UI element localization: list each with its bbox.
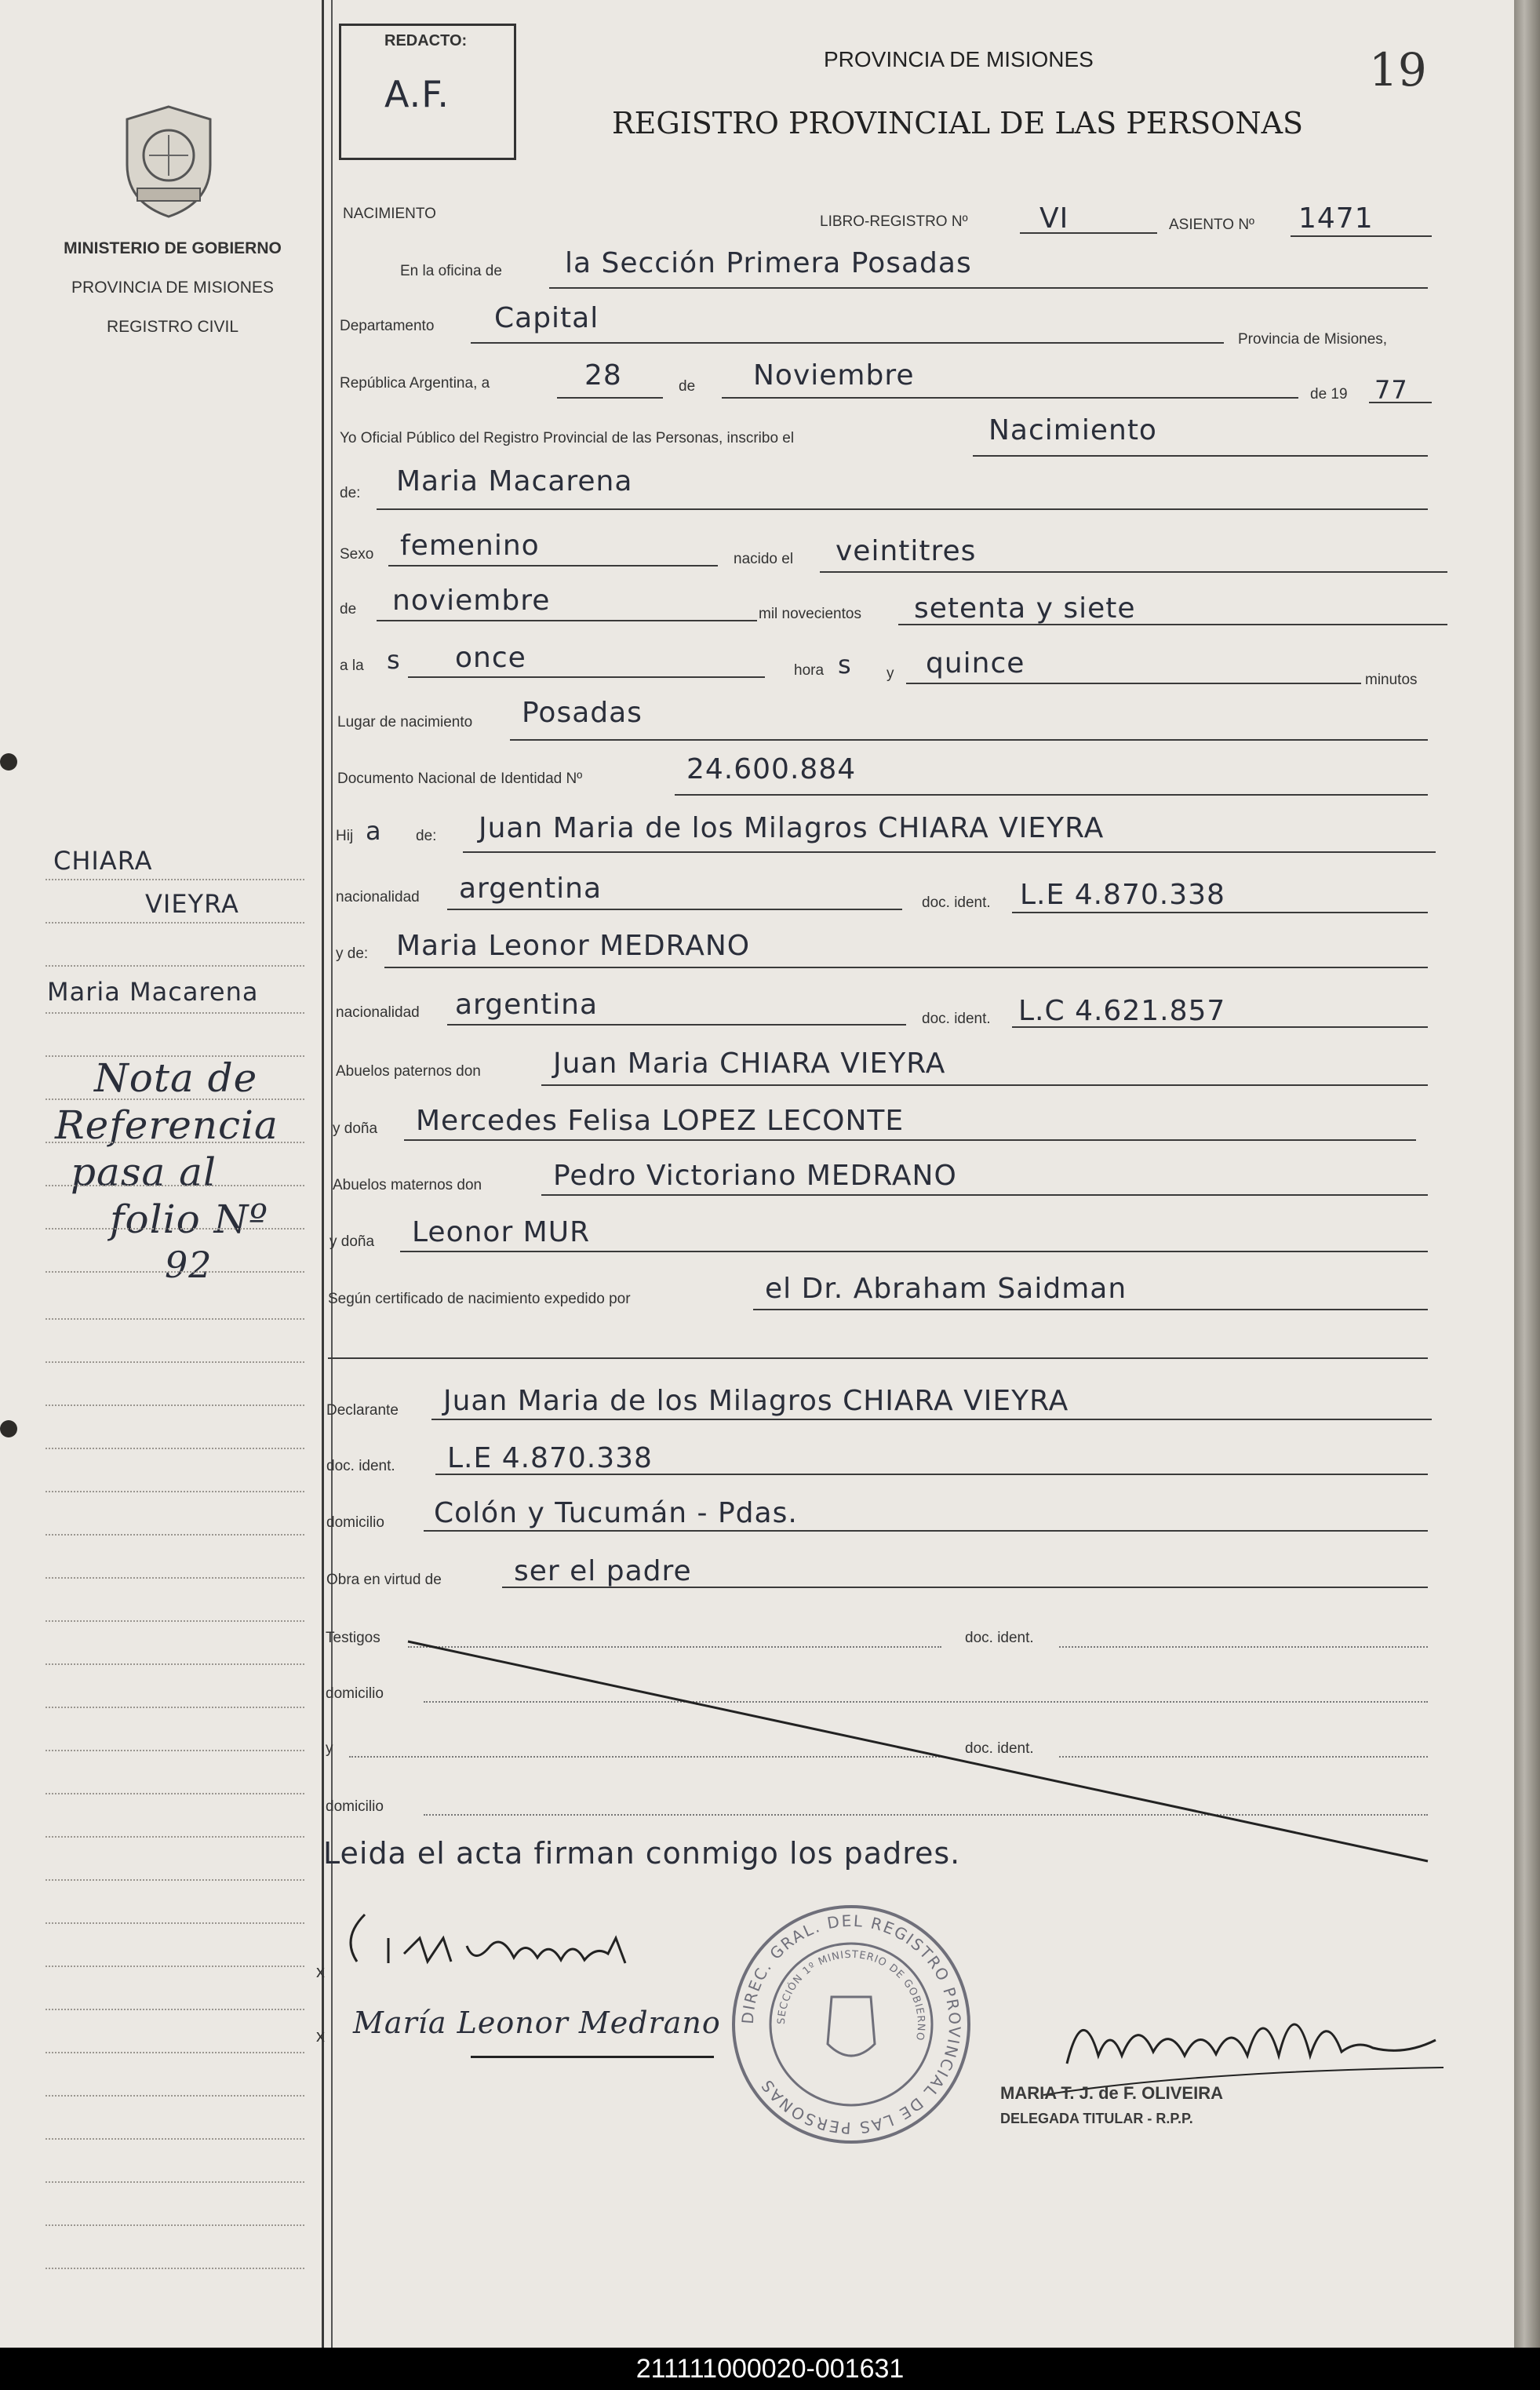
margin-note-line5: 92	[165, 1244, 213, 1286]
abuelos-mat-label: Abuelos maternos don	[333, 1177, 482, 1193]
sexo-value: femenino	[400, 530, 540, 562]
stamp-text: DIREC. GRAL. DEL REGISTRO PROVINCIAL DE LAS PERSONAS	[737, 1911, 965, 2138]
folio-number: 19	[1369, 43, 1427, 97]
hour-value: once	[455, 642, 526, 674]
record-type-label: NACIMIENTO	[343, 206, 436, 222]
nac2-value: argentina	[455, 989, 599, 1021]
declarante-label: Declarante	[326, 1402, 399, 1419]
docident2-value: L.C 4.621.857	[1018, 995, 1226, 1027]
horas-suffix: s	[838, 650, 852, 679]
ministry-line2: PROVINCIA DE MISIONES	[71, 279, 274, 297]
libro-label: LIBRO-REGISTRO Nº	[820, 213, 968, 230]
province-title: PROVINCIA DE MISIONES	[824, 47, 1094, 71]
registry-title: REGISTRO PROVINCIAL DE LAS PERSONAS	[612, 106, 1304, 140]
margin-note-line3: pasa al	[71, 1149, 217, 1195]
archive-code: 211111000020-001631	[0, 2348, 1540, 2390]
minutos-label: minutos	[1365, 672, 1418, 688]
provincia-suffix: Provincia de Misiones,	[1238, 331, 1388, 348]
redacto-value: A.F.	[384, 73, 450, 115]
svg-text:DIREC. GRAL. DEL REGISTRO PROV	[738, 1911, 965, 2137]
ydona2-label: y doña	[329, 1233, 375, 1250]
declarante-value: Juan Maria de los Milagros CHIARA VIEYRA	[443, 1385, 1069, 1417]
republica-label: República Argentina, a	[340, 375, 490, 392]
redacto-label: REDACTO:	[384, 32, 468, 49]
margin-given-names: Maria Macarena	[47, 977, 259, 1007]
hijo-de-label: de:	[416, 828, 437, 844]
y2-label: y	[326, 1740, 333, 1757]
abuela-pat-value: Mercedes Felisa LOPEZ LECONTE	[416, 1105, 905, 1137]
testigos-label: Testigos	[326, 1630, 380, 1646]
domicilio-label: domicilio	[326, 1514, 384, 1531]
domicilio2-label: domicilio	[326, 1685, 384, 1702]
abuelo-mat-value: Pedro Victoriano MEDRANO	[553, 1160, 957, 1192]
margin-surname2: VIEYRA	[145, 889, 239, 919]
sign-mark-2: x	[316, 2026, 325, 2046]
oficina-label: En la oficina de	[400, 263, 502, 279]
year-label: de 19	[1310, 386, 1348, 403]
abuelo-pat-value: Juan Maria CHIARA VIEYRA	[553, 1047, 946, 1080]
docident5-label: doc. ident.	[965, 1740, 1034, 1757]
abuela-mat-value: Leonor MUR	[412, 1216, 591, 1248]
oficina-value: la Sección Primera Posadas	[565, 247, 972, 279]
abuelos-pat-label: Abuelos paternos don	[336, 1063, 481, 1080]
docident1-value: L.E 4.870.338	[1020, 879, 1225, 911]
page-edge	[1514, 0, 1540, 2348]
father-signature	[333, 1891, 710, 1985]
official-title: DELEGADA TITULAR - R.P.P.	[1000, 2111, 1193, 2126]
nac1-value: argentina	[459, 873, 603, 905]
docident4-label: doc. ident.	[965, 1630, 1034, 1646]
de2-label: de:	[340, 485, 361, 501]
minutes-value: quince	[926, 647, 1025, 679]
docident3-label: doc. ident.	[326, 1458, 395, 1474]
birth-month-value: noviembre	[392, 585, 551, 617]
departamento-label: Departamento	[340, 318, 435, 334]
margin-note-line4: folio Nº	[110, 1197, 268, 1242]
lugar-value: Posadas	[522, 697, 643, 729]
father-value: Juan Maria de los Milagros CHIARA VIEYRA	[479, 812, 1105, 844]
mother-signature: María Leonor Medrano	[353, 2006, 721, 2040]
nacido-label: nacido el	[734, 551, 794, 567]
lugar-label: Lugar de nacimiento	[337, 714, 473, 730]
alas-suffix: s	[387, 645, 401, 675]
ydona1-label: y doña	[333, 1120, 378, 1137]
docident1-label: doc. ident.	[922, 894, 991, 911]
margin-surname1: CHIARA	[53, 846, 153, 876]
ministry-line3: REGISTRO CIVIL	[106, 318, 239, 336]
asiento-label: ASIENTO Nº	[1169, 217, 1254, 233]
dni-label: Documento Nacional de Identidad Nº	[337, 771, 583, 787]
certificado-label: Según certificado de nacimiento expedido por	[328, 1291, 631, 1307]
docident2-label: doc. ident.	[922, 1011, 991, 1027]
yde-label: y de:	[336, 945, 369, 962]
margin-note-line2: Referencia	[55, 1102, 279, 1148]
dni-value: 24.600.884	[686, 753, 857, 785]
margin-note-line1: Nota de	[94, 1055, 258, 1101]
domicilio3-label: domicilio	[326, 1798, 384, 1815]
sign-mark-1: x	[316, 1962, 325, 1981]
oficial-label: Yo Oficial Público del Registro Provincial de las Personas, inscribo el	[340, 430, 795, 446]
birth-year-value: setenta y siete	[914, 592, 1136, 625]
departamento-value: Capital	[494, 302, 599, 334]
signature-flourish	[471, 2056, 714, 2058]
obra-value: ser el padre	[514, 1555, 692, 1587]
stamp-inner-text: SECCIÓN 1º MINISTERIO DE GOBIERNO	[775, 1948, 927, 2042]
ministry-line1: MINISTERIO DE GOBIERNO	[64, 239, 282, 257]
closing-statement: Leida el acta firman conmigo los padres.	[323, 1836, 961, 1871]
nacido-value: veintitres	[836, 535, 977, 567]
de-label: de	[679, 378, 696, 395]
alas-label: a la	[340, 658, 364, 674]
y-label: y	[887, 665, 894, 682]
hijo-label: Hij	[336, 828, 354, 844]
month-value: Noviembre	[753, 359, 915, 392]
certificado-value: el Dr. Abraham Saidman	[765, 1273, 1127, 1305]
mother-value: Maria Leonor MEDRANO	[396, 930, 751, 962]
de3-label: de	[340, 601, 357, 618]
obra-label: Obra en virtud de	[326, 1572, 442, 1588]
hijo-suffix: a	[366, 816, 382, 846]
nac2-label: nacionalidad	[336, 1004, 420, 1021]
horas-label: hora	[794, 662, 825, 679]
official-name: MARIA T. J. de F. OLIVEIRA	[1000, 2083, 1223, 2103]
docident3-value: L.E 4.870.338	[447, 1442, 653, 1474]
year-value: 77	[1374, 375, 1408, 405]
libro-value: VI	[1039, 202, 1069, 235]
day-value: 28	[584, 359, 622, 392]
registry-stamp-icon	[730, 1903, 973, 2146]
sexo-label: Sexo	[340, 546, 374, 563]
nac1-label: nacionalidad	[336, 889, 420, 905]
domicilio-value: Colón y Tucumán - Pdas.	[434, 1497, 798, 1529]
name-value: Maria Macarena	[396, 465, 633, 497]
acto-value: Nacimiento	[988, 414, 1157, 446]
asiento-value: 1471	[1298, 202, 1374, 235]
mil-label: mil novecientos	[759, 606, 861, 622]
